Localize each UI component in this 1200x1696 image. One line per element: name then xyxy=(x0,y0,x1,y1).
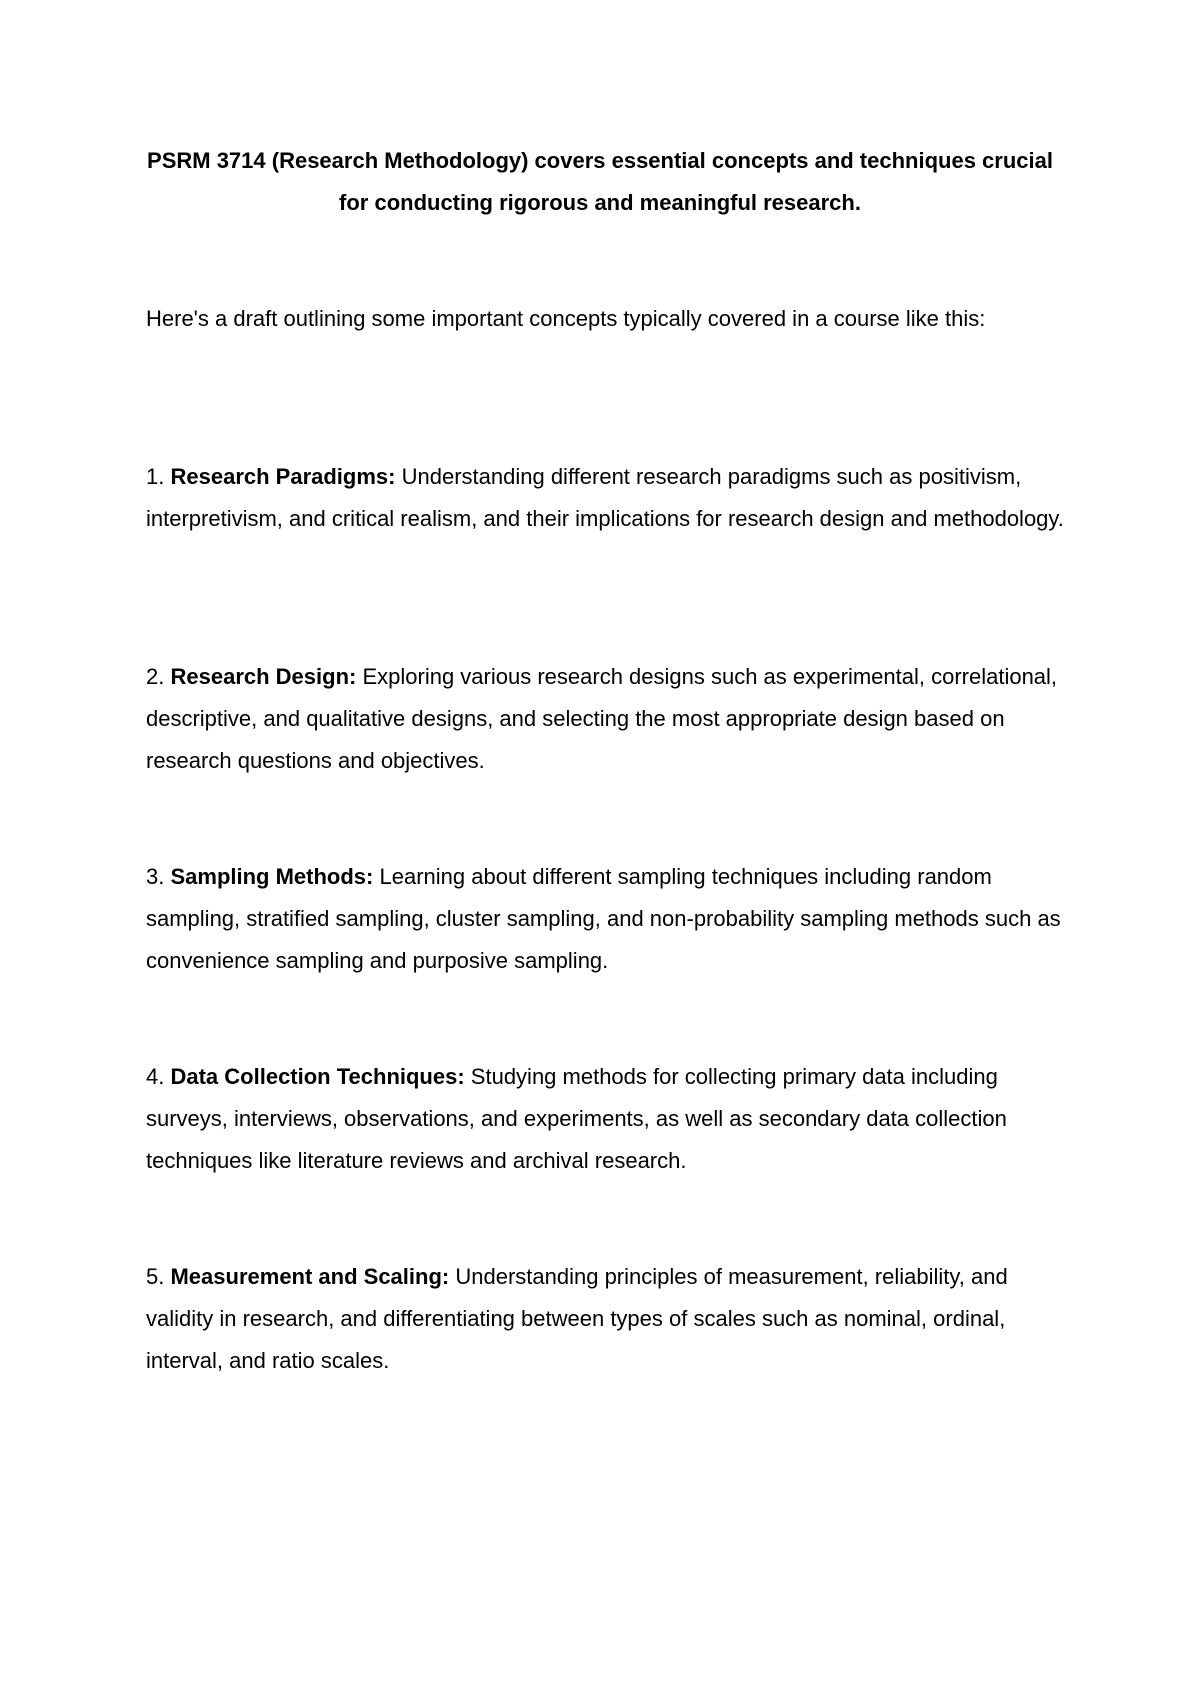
list-item xyxy=(146,656,1076,782)
item-term: Measurement and Scaling: xyxy=(170,1264,450,1289)
list-item xyxy=(146,456,1076,540)
item-number: 5. xyxy=(146,1264,165,1289)
item-description: Studying methods for collecting primary data including surveys, interviews, observations, and experiments, as well as secondary data collection techniques like literature reviews and archival research. xyxy=(146,1064,1007,1173)
item-description: Learning about different sampling techniques including random sampling, stratified sampling, cluster sampling, and non-probability sampling methods such as convenience sampling and purposive sampling. xyxy=(146,864,1061,973)
list-item xyxy=(146,1256,1076,1382)
document-title: PSRM 3714 (Research Methodology) covers essential concepts and techniques crucial for conducting rigorous and meaningful research. xyxy=(147,148,1053,215)
item-number: 2. xyxy=(146,664,165,689)
intro-paragraph: Here's a draft outlining some important concepts typically covered in a course like this: xyxy=(146,306,986,331)
item-description: Understanding principles of measurement, reliability, and validity in research, and differentiating between types of scales such as nominal, ordinal, interval, and ratio scales. xyxy=(146,1264,1008,1373)
item-number: 1. xyxy=(146,464,165,489)
item-term: Research Paradigms: xyxy=(170,464,396,489)
item-description: Exploring various research designs such as experimental, correlational, descriptive, and qualitative designs, and selecting the most appropriate design based on research questions and objectives. xyxy=(146,664,1058,773)
item-term: Research Design: xyxy=(170,664,357,689)
item-number: 3. xyxy=(146,864,165,889)
list-item xyxy=(146,1056,1076,1182)
item-number: 4. xyxy=(146,1064,165,1089)
item-term: Sampling Methods: xyxy=(170,864,374,889)
item-description: Understanding different research paradigms such as positivism, interpretivism, and critical realism, and their implications for research design and methodology. xyxy=(146,464,1064,531)
item-term: Data Collection Techniques: xyxy=(170,1064,465,1089)
list-item xyxy=(146,856,1076,982)
